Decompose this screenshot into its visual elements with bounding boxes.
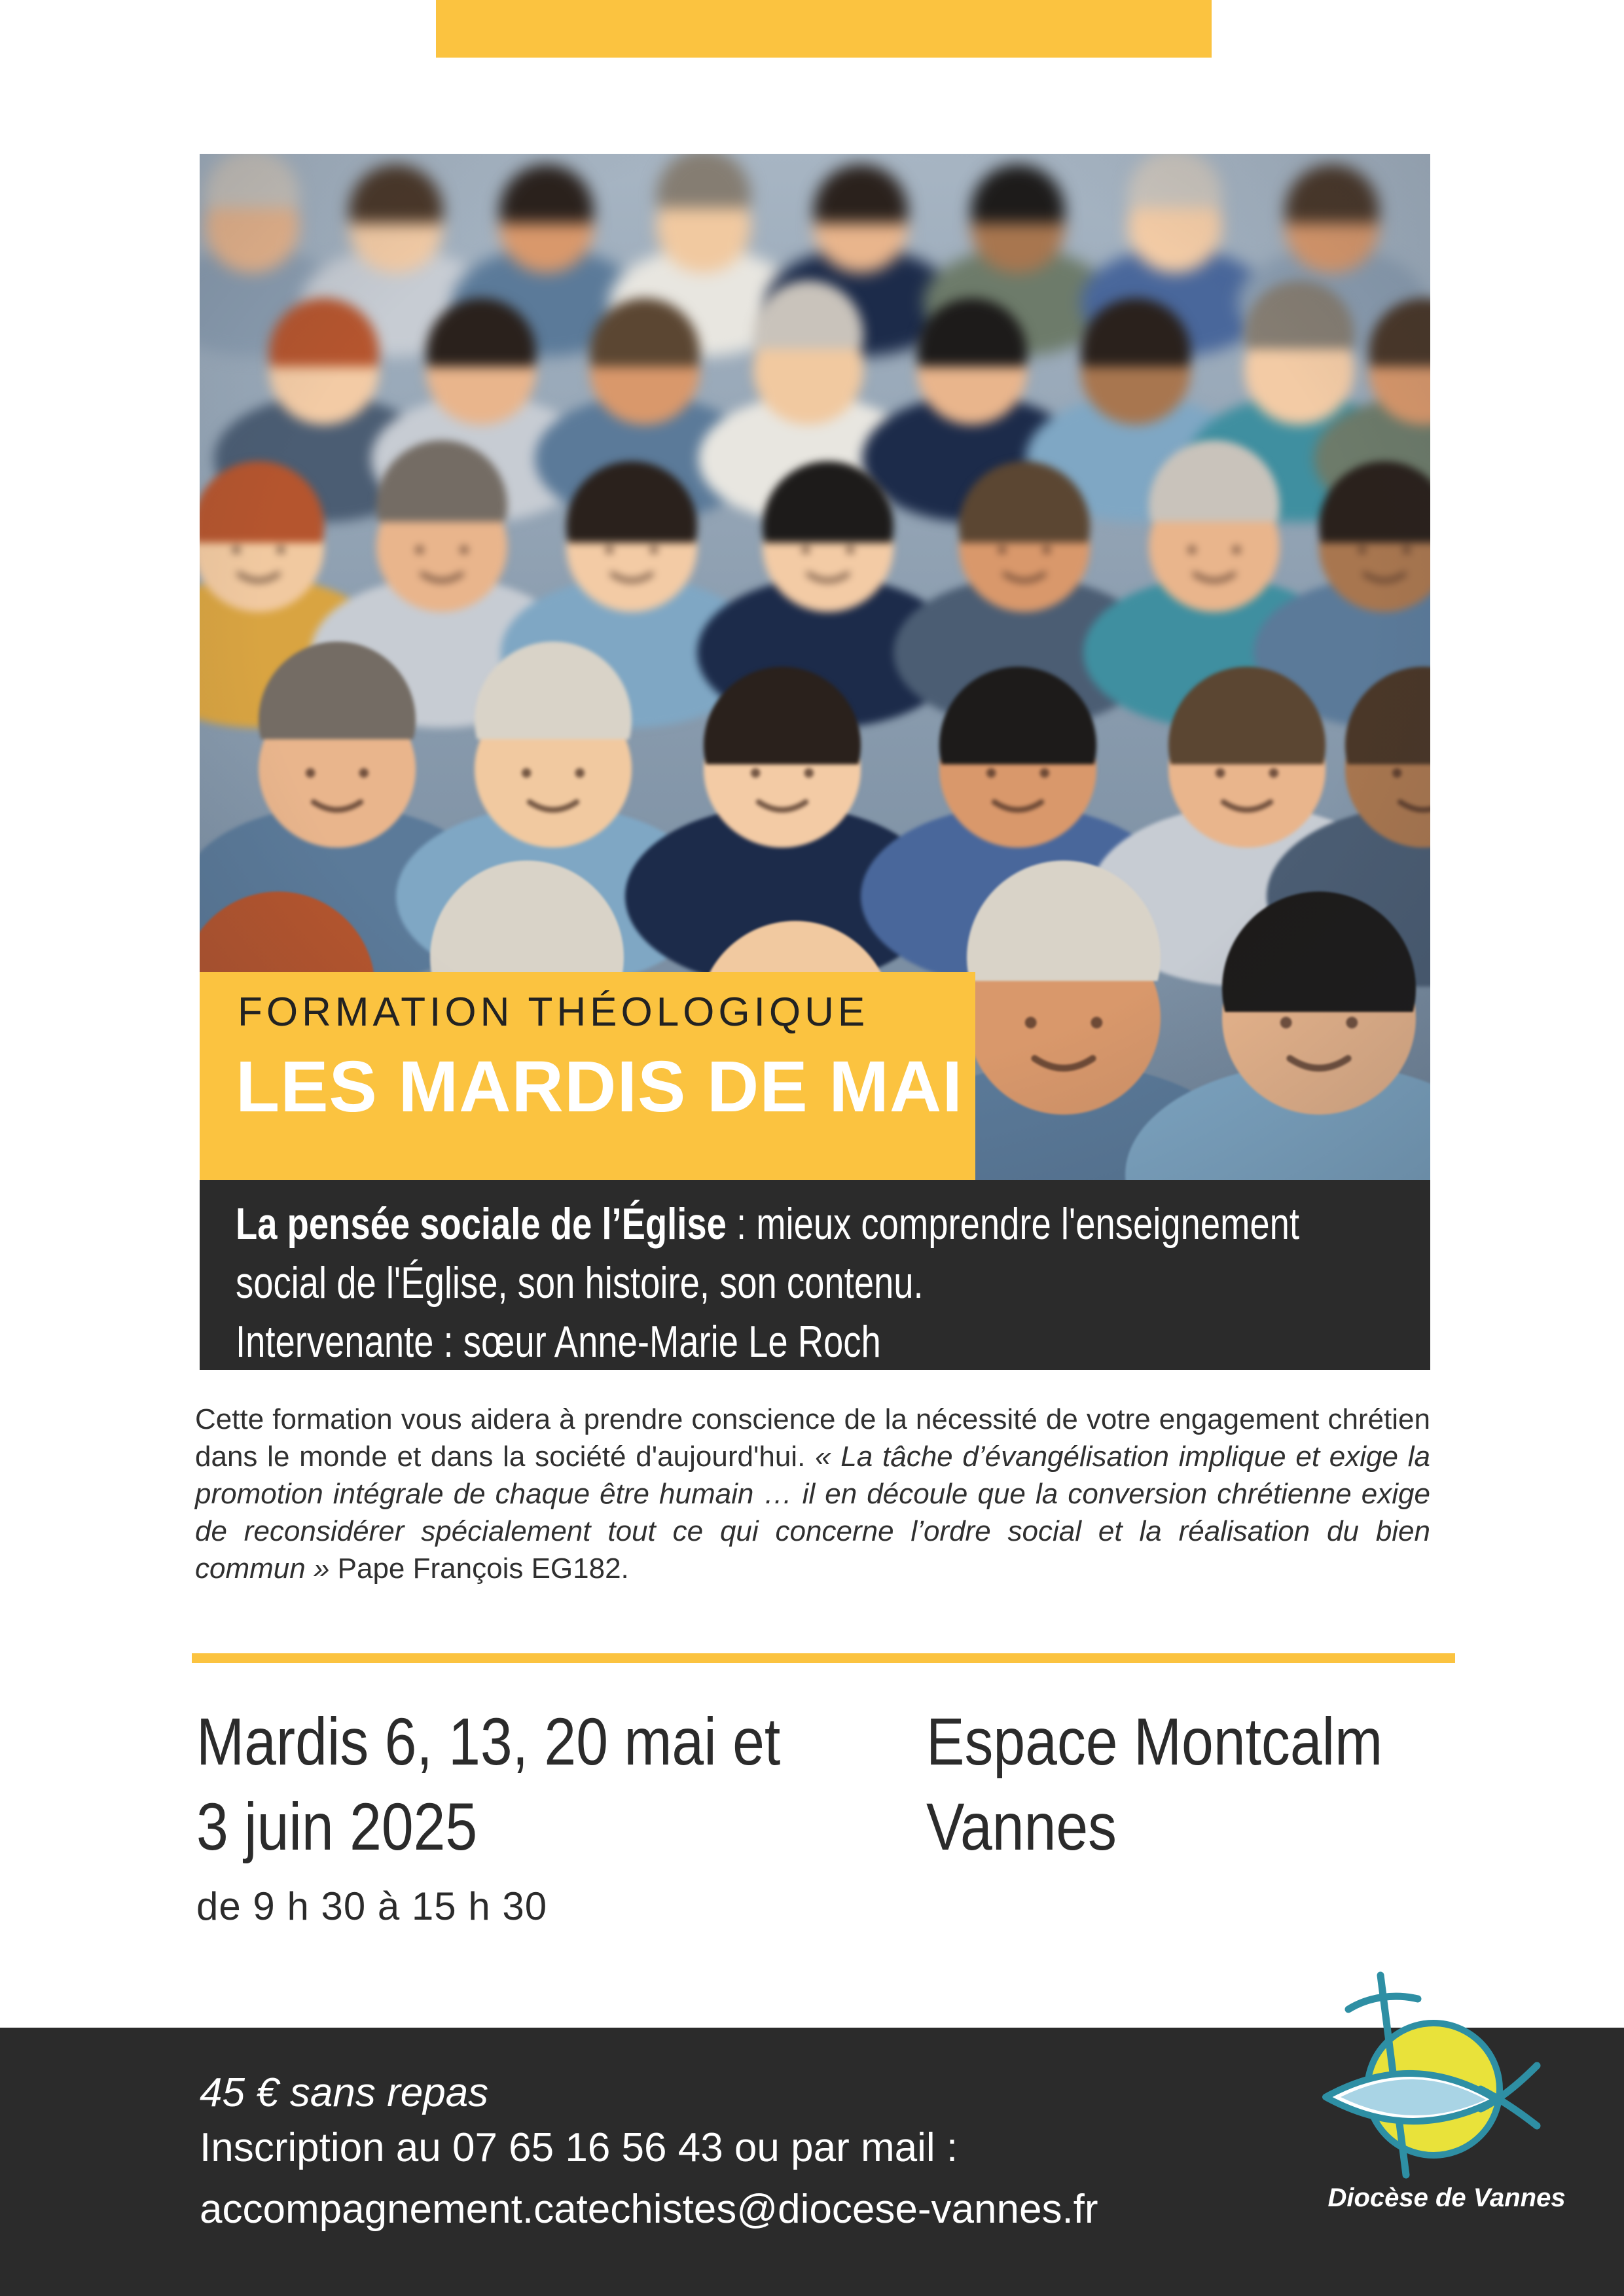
dates-line-1: Mardis 6, 13, 20 mai et <box>196 1704 781 1779</box>
dates-line-2: 3 juin 2025 <box>196 1789 478 1864</box>
description-regular: Cette formation vous aidera à prendre conscience de la nécessité de votre engagement chrétien dans le monde et dans la société d'aujourd'hui. <box>195 1403 1430 1473</box>
subtitle-line-1 <box>236 1194 1300 1253</box>
poster-title: LES MARDIS DE MAI <box>236 1047 963 1127</box>
description-paragraph <box>195 1401 1430 1587</box>
title-banner <box>200 972 975 1180</box>
kicker-text: FORMATION THÉOLOGIQUE <box>238 990 869 1035</box>
session-time: de 9 h 30 à 15 h 30 <box>196 1884 548 1928</box>
top-accent-bar <box>436 0 1212 58</box>
venue-line-1: Espace Montcalm <box>926 1704 1383 1779</box>
description-attribution: Pape François EG182. <box>329 1552 629 1585</box>
subtitle-line-2: social de l'Église, son histoire, son contenu. <box>236 1258 924 1308</box>
yellow-divider <box>192 1653 1455 1663</box>
logo-caption: Diocèse de Vannes <box>1327 2183 1566 2212</box>
venue-line-2: Vannes <box>926 1789 1117 1864</box>
footer-registration: Inscription au 07 65 16 56 43 ou par mail : <box>200 2125 958 2170</box>
venue-name <box>926 1699 1457 1869</box>
footer-email: accompagnement.catechistes@diocese-vannes.fr <box>200 2187 1098 2232</box>
footer-price: 45 € sans repas <box>200 2070 489 2115</box>
subtitle-band <box>200 1180 1430 1370</box>
subtitle-lead-bold: La pensée sociale de l’Église <box>236 1199 727 1249</box>
subtitle-lead-rest: : mieux comprendre l'enseignement <box>726 1199 1300 1249</box>
session-dates <box>196 1699 875 1869</box>
subtitle-line-3: Intervenante : sœur Anne-Marie Le Roch <box>236 1317 881 1367</box>
description-quote: « La tâche d’évangélisation implique et exige la promotion intégrale de chaque être humain … il en découle que la conversion chrétienne exige de reconsidérer spécialement tout ce qui concerne l’ordre social et la réalisation du bien commun » <box>195 1441 1430 1585</box>
